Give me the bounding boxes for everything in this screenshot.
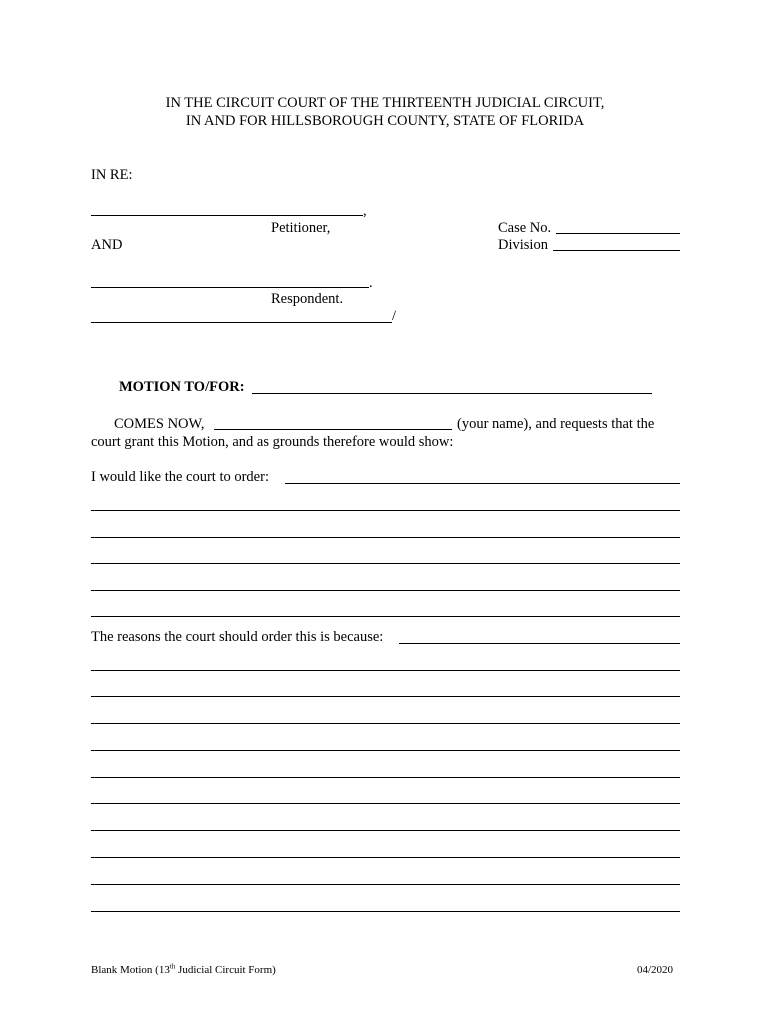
form-name: Blank Motion (13th Judicial Circuit Form) xyxy=(91,962,276,976)
petitioner-name-line[interactable] xyxy=(91,215,363,216)
respondent-name-line[interactable] xyxy=(91,287,369,288)
reasons-label: The reasons the court should order this is because: xyxy=(91,629,384,645)
court-header-line-2: IN AND FOR HILLSBOROUGH COUNTY, STATE OF FLORIDA xyxy=(185,113,585,129)
case-no-label: Case No. xyxy=(498,220,552,236)
reasons-line[interactable] xyxy=(91,723,680,724)
court-header-line-1: IN THE CIRCUIT COURT OF THE THIRTEENTH JUDICIAL CIRCUIT, xyxy=(165,95,605,111)
respondent-period: . xyxy=(369,275,373,291)
order-line[interactable] xyxy=(91,510,680,511)
case-no-line[interactable] xyxy=(556,233,680,234)
form-date: 04/2020 xyxy=(637,964,674,976)
comes-now-label: COMES NOW, xyxy=(114,416,205,432)
reasons-line[interactable] xyxy=(91,750,680,751)
order-line[interactable] xyxy=(91,563,680,564)
reasons-line[interactable] xyxy=(91,911,680,912)
your-name-line[interactable] xyxy=(214,429,452,430)
order-line[interactable] xyxy=(91,616,680,617)
order-line[interactable] xyxy=(91,590,680,591)
reasons-line[interactable] xyxy=(91,696,680,697)
motion-title: MOTION TO/FOR: xyxy=(119,379,245,395)
reasons-line[interactable] xyxy=(399,643,680,644)
reasons-line[interactable] xyxy=(91,857,680,858)
order-label: I would like the court to order: xyxy=(91,469,269,485)
division-line[interactable] xyxy=(553,250,680,251)
division-label: Division xyxy=(498,237,548,253)
petitioner-comma: , xyxy=(363,203,367,219)
reasons-line[interactable] xyxy=(91,884,680,885)
grounds-text: court grant this Motion, and as grounds therefore would show: xyxy=(91,434,454,450)
caption-slash: / xyxy=(392,308,397,324)
respondent-label: Respondent. xyxy=(271,291,344,307)
motion-title-line[interactable] xyxy=(252,393,652,394)
and-label: AND xyxy=(91,237,123,253)
reasons-line[interactable] xyxy=(91,803,680,804)
reasons-line[interactable] xyxy=(91,777,680,778)
petitioner-label: Petitioner, xyxy=(271,220,331,236)
order-line[interactable] xyxy=(285,483,680,484)
reasons-line[interactable] xyxy=(91,670,680,671)
reasons-line[interactable] xyxy=(91,830,680,831)
order-line[interactable] xyxy=(91,537,680,538)
caption-closing-line xyxy=(91,322,392,323)
in-re-label: IN RE: xyxy=(91,167,133,183)
your-name-text: (your name), and requests that the xyxy=(457,416,655,432)
